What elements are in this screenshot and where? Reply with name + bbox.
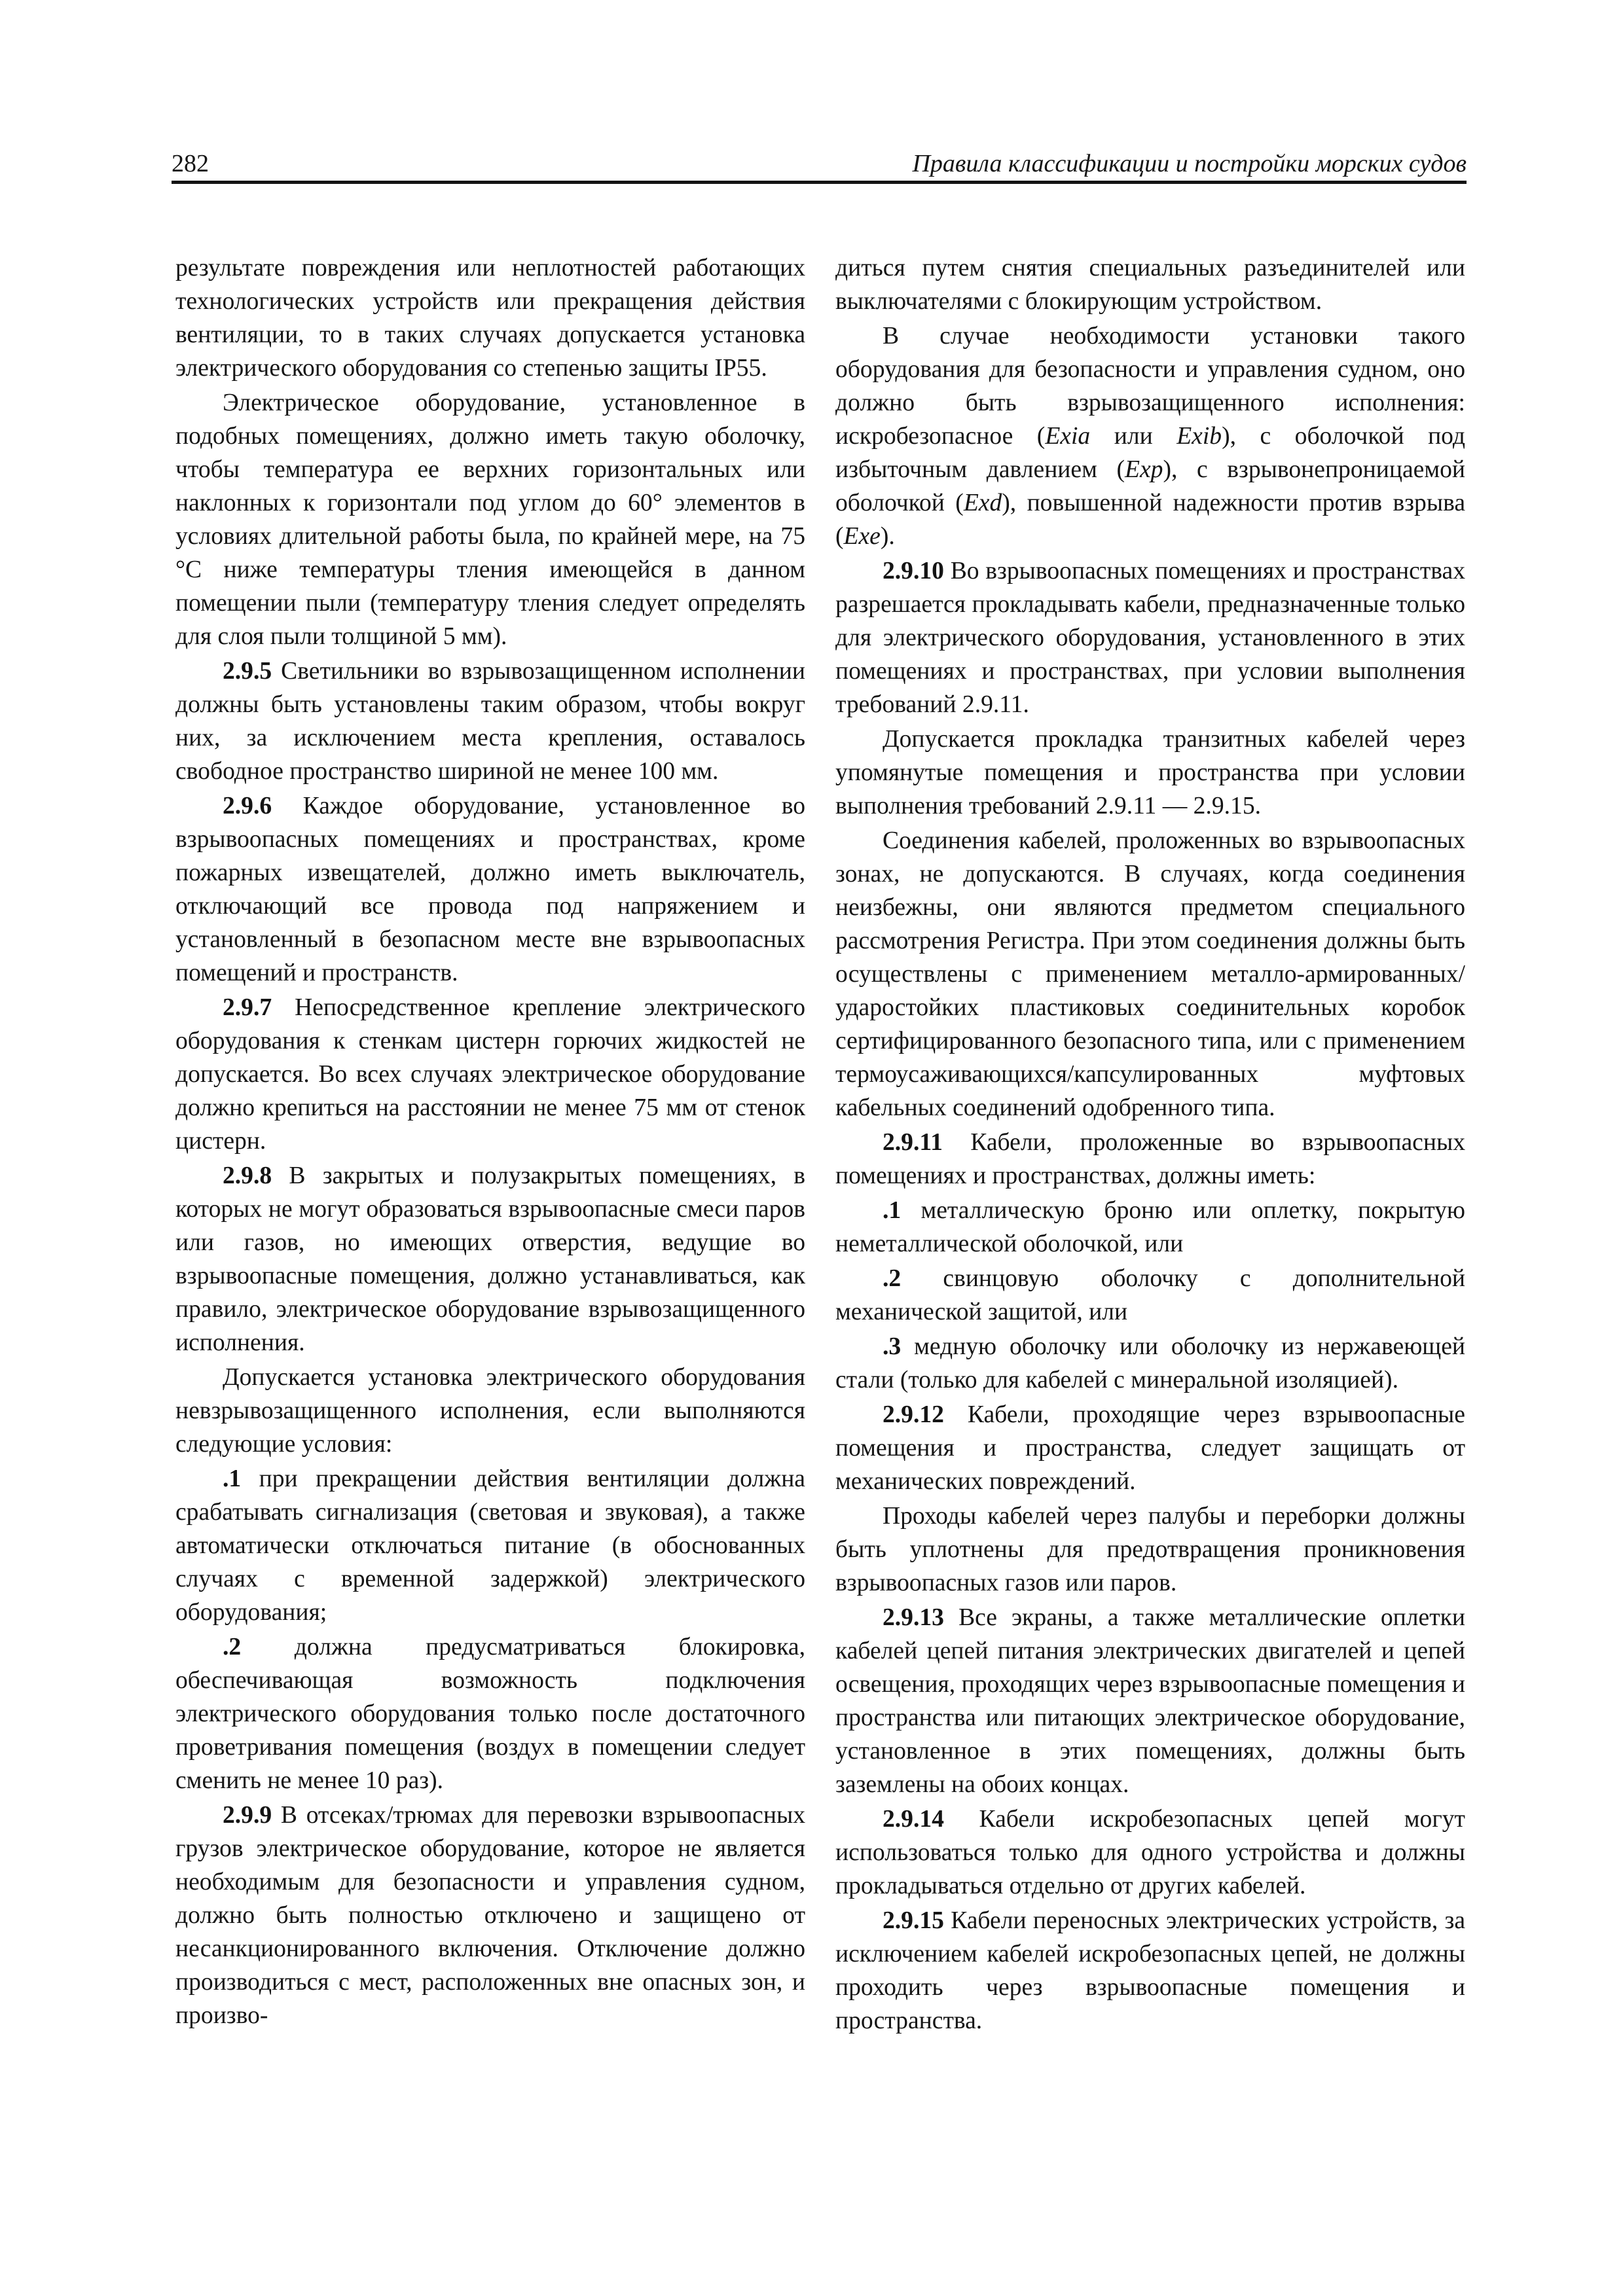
paragraph: Допускается прокладка транзитных кабелей через упомянутые помещения и пространства при условии выполнения требований 2.9.11 — 2.9.15. — [835, 726, 1465, 819]
item-number: .2 — [223, 1634, 242, 1660]
clause-number: 2.9.11 — [883, 1129, 943, 1156]
clause-2-9-13: 2.9.13 Все экраны, а также металлические оплетки кабелей цепей питания электрических двигателей и цепей освещения, проходящих через взрывоопасные помещения и пространства или питающих электрическое оборудование, установленное в этих помещениях, должны быть заземлены на обоих концах. — [835, 1604, 1465, 1798]
page-number: 282 — [172, 150, 209, 177]
clause-2-9-9: 2.9.9 В отсеках/трюмах для перевозки взрывоопасных грузов электрическое оборудование, которое не является необходимым для безопасности и управления судном, должно быть полностью отключено и защищено от несанкционированного включения. Отключение должно производиться с мест, расположенных вне опасных зон, и произво- — [175, 1802, 805, 2029]
paragraph: Соединения кабелей, проложенных во взрывоопасных зонах, не допускаются. В случаях, когда соединения неизбежны, они являются предметом специального рассмотрения Регистра. При этом соединения должны быть осуществлены с применением металло-армированных/ударостойких пластиковых соединительных коробок сертифицированного безопасного типа, или с применением термоусаживающихся/капсулированных муфтовых кабельных соединений одобренного типа. — [835, 827, 1465, 1121]
item-number: .1 — [883, 1197, 902, 1224]
list-item: .2 свинцовую оболочку с дополнительной механической защитой, или — [835, 1265, 1465, 1325]
clause-2-9-11: 2.9.11 Кабели, проложенные во взрывоопасных помещениях и пространствах, должны иметь: — [835, 1129, 1465, 1189]
list-item: .1 металлическую броню или оплетку, покрытую неметаллической оболочкой, или — [835, 1197, 1465, 1257]
clause-number: 2.9.13 — [883, 1604, 944, 1631]
clause-number: 2.9.15 — [883, 1907, 944, 1934]
paragraph: диться путем снятия специальных разъединителей или выключателями с блокирующим устройством. — [835, 255, 1465, 315]
clause-number: 2.9.6 — [223, 793, 272, 819]
paragraph: Электрическое оборудование, установленное в подобных помещениях, должно иметь такую оболочку, чтобы температура ее верхних горизонтальных или наклонных к горизонтали под углом до 60° элементов в условиях длительной работы была, по крайней мере, на 75 °C ниже температуры тления имеющейся в данном помещении пыли (температуру тления следует определять для слоя пыли толщиной 5 мм). — [175, 389, 805, 650]
running-title: Правила классификации и постройки морских судов — [912, 150, 1467, 177]
clause-number: 2.9.12 — [883, 1401, 944, 1428]
item-number: .1 — [223, 1465, 242, 1492]
clause-number: 2.9.5 — [223, 658, 272, 685]
clause-2-9-12: 2.9.12 Кабели, проходящие через взрывоопасные помещения и пространства, следует защищать от механических повреждений. — [835, 1401, 1465, 1495]
clause-2-9-10: 2.9.10 Во взрывоопасных помещениях и пространствах разрешается прокладывать кабели, предназначенные только для электрического оборудования, установленного в этих помещениях и пространствах, при условии выполнения требований 2.9.11. — [835, 558, 1465, 718]
paragraph: результате повреждения или неплотностей работающих технологических устройств или прекращения действия вентиляции, то в таких случаях допускается установка электрического оборудования со степенью защиты IP55. — [175, 255, 805, 382]
paragraph: Проходы кабелей через палубы и переборки должны быть уплотнены для предотвращения проникновения взрывоопасных газов или паров. — [835, 1503, 1465, 1596]
clause-number: 2.9.9 — [223, 1802, 272, 1829]
list-item: .2 должна предусматриваться блокировка, обеспечивающая возможность подключения электрического оборудования только после достаточного проветривания помещения (воздух в помещении следует сменить не менее 10 раз). — [175, 1634, 805, 1794]
right-column — [835, 251, 1465, 2039]
clause-number: 2.9.10 — [883, 558, 944, 584]
clause-2-9-15: 2.9.15 Кабели переносных электрических устройств, за исключением кабелей искробезопасных цепей, не должны проходить через взрывоопасные помещения и пространства. — [835, 1907, 1465, 2034]
clause-2-9-8: 2.9.8 В закрытых и полузакрытых помещениях, в которых не могут образоваться взрывоопасные смеси паров или газов, но имеющих отверстия, ведущие во взрывоопасные помещения, должно устанавливаться, как правило, электрическое оборудование взрывозащищенного исполнения. — [175, 1162, 805, 1356]
item-number: .2 — [883, 1265, 902, 1292]
list-item: .3 медную оболочку или оболочку из нержавеющей стали (только для кабелей с минеральной изоляцией). — [835, 1333, 1465, 1393]
clause-number: 2.9.14 — [883, 1806, 944, 1833]
clause-2-9-6: 2.9.6 Каждое оборудование, установленное во взрывоопасных помещениях и пространствах, кроме пожарных извещателей, должно иметь выключатель, отключающий все провода под напряжением и установленный в безопасном месте вне взрывоопасных помещений и пространств. — [175, 793, 805, 986]
clause-2-9-7: 2.9.7 Непосредственное крепление электрического оборудования к стенкам цистерн горючих жидкостей не допускается. Во всех случаях электрическое оборудование должно крепиться на расстоянии не менее 75 мм от стенок цистерн. — [175, 994, 805, 1155]
clause-2-9-5: 2.9.5 Светильники во взрывозащищенном исполнении должны быть установлены таким образом, чтобы вокруг них, за исключением места крепления, оставалось свободное пространство шириной не менее 100 мм. — [175, 658, 805, 785]
left-column — [175, 251, 805, 2034]
item-number: .3 — [883, 1333, 902, 1360]
header-rule — [172, 181, 1467, 184]
paragraph: Допускается установка электрического оборудования невзрывозащищенного исполнения, если выполняются следующие условия: — [175, 1364, 805, 1458]
clause-2-9-14: 2.9.14 Кабели искробезопасных цепей могут использоваться только для одного устройства и должны прокладываться отдельно от других кабелей. — [835, 1806, 1465, 1899]
paragraph: В случае необходимости установки такого оборудования для безопасности и управления судном, оно должно быть взрывозащищенного исполнения: искробезопасное (Exia или Exib), с оболочкой под избыточным давлением (Exp), с взрывонепроницаемой оболочкой (Exd), повышенной надежности против взрыва (Exe). — [835, 323, 1466, 550]
clause-number: 2.9.7 — [223, 994, 272, 1021]
page-header — [172, 145, 1467, 183]
list-item: .1 при прекращении действия вентиляции должна срабатывать сигнализация (световая и звуковая), а также автоматически отключаться питание (в обоснованных случаях с временной задержкой) электрического оборудования; — [175, 1465, 805, 1626]
clause-number: 2.9.8 — [223, 1162, 272, 1189]
